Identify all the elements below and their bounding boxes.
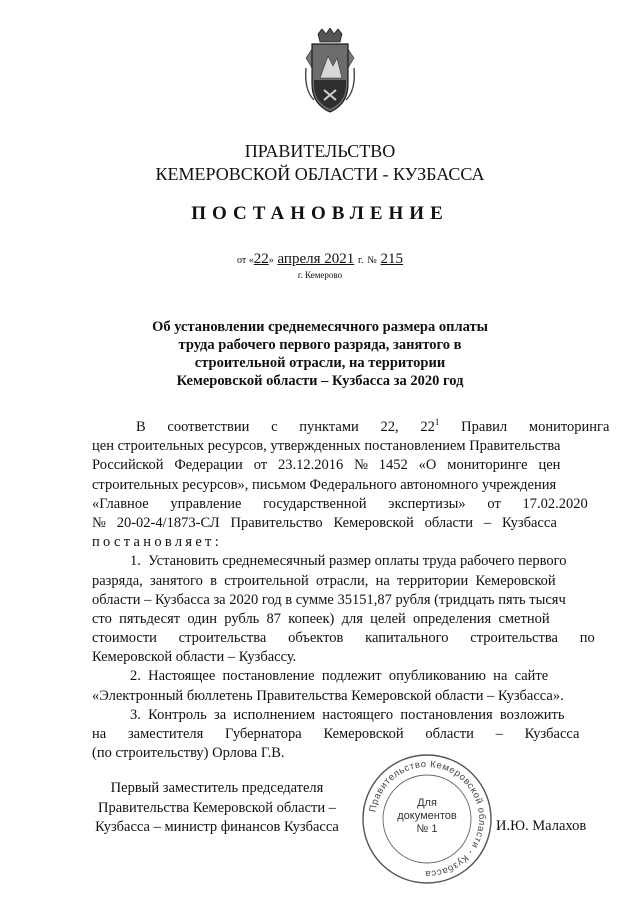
body-line: цен строительных ресурсов, утвержденных постановлением Правительства [92,438,561,455]
number-prefix: № [367,255,377,266]
document-type: ПОСТАНОВЛЕНИЕ [191,203,449,224]
body-line: Российской Федерации от 23.12.2016 № 1452 «О мониторинге цен [92,457,561,474]
date-mid: » [268,255,274,266]
date-day: 22 [253,251,269,267]
stamp-line: № 1 [416,823,438,835]
signer-position-line: Кузбасса – министр финансов Кузбасса [95,819,339,835]
subject-line: Об установлении среднемесячного размера оплаты [152,319,488,335]
stamp-line: Для [417,797,437,809]
body-line: «Главное управление государственной экспертизы» от 17.02.2020 [92,495,588,512]
signer-position-line: Первый заместитель председателя [110,780,324,796]
subject-line: Кемеровской области – Кузбасса за 2020 год [176,373,464,389]
document-subject [120,318,520,390]
signer-position [82,779,352,838]
body-line: строительных ресурсов», письмом Федерального автономного учреждения [92,476,557,493]
city: г. Кемерово [297,270,343,280]
date-prefix: от « [236,255,254,266]
signer-name: И.Ю. Малахов [496,818,587,834]
body-line: № 20-02-4/1873-СЛ Правительство Кемеровской области – Кузбасса [92,514,557,531]
body-line: 3. Контроль за исполнением настоящего постановления возложить [130,706,565,723]
body-line: стоимости строительства объектов капитального строительства по [92,630,595,647]
signer-position-line: Правительства Кемеровской области – [97,799,337,816]
body-line: сто пятьдесят один рубль 87 копеек) для целей определения сметной [92,610,550,627]
body-line: 2. Настоящее постановление подлежит опубликованию на сайте [130,668,549,685]
body-line: постановляет: [92,534,223,551]
body-line: Кемеровской области – Кузбассу. [92,649,297,666]
date-and-number [0,251,640,268]
government-name-line1: ПРАВИТЕЛЬСТВО [244,141,396,161]
stamp-line: документов [397,810,457,822]
body-line: 1. Установить среднемесячный размер оплаты труда рабочего первого [130,553,567,570]
document-number: 215 [380,251,404,267]
body-line: (по строительству) Орлова Г.В. [92,745,285,762]
government-name-line2: КЕМЕРОВСКОЙ ОБЛАСТИ - КУЗБАССА [155,164,485,184]
stamp-ring-text: Правительство Кемеровской области - Кузбасса [367,758,488,880]
document-body [92,417,610,763]
body-line: области – Кузбасса за 2020 год в сумме 35151,87 рубля (тридцать пять тысяч [92,591,566,608]
body-line: разряда, занятого в строительной отрасли, на территории Кемеровской [92,572,556,589]
superscript: 1 [434,417,440,428]
body-text: В соответствии с пунктами 22, 22 [136,419,435,435]
subject-line: строительной отрасли, на территории [194,355,446,371]
body-line: «Электронный бюллетень Правительства Кемеровской области – Кузбасса». [92,687,564,704]
body-line: на заместителя Губернатора Кемеровской области – Кузбасса [92,726,580,742]
coat-of-arms-icon [300,28,360,116]
stamp-center-text [387,797,467,836]
subject-line: труда рабочего первого разряда, занятого в [178,337,462,353]
date-month-year: апреля 2021 [277,251,355,267]
body-line [92,417,610,437]
body-text: Правил мониторинга [461,419,610,435]
date-suffix: г. [358,255,364,266]
